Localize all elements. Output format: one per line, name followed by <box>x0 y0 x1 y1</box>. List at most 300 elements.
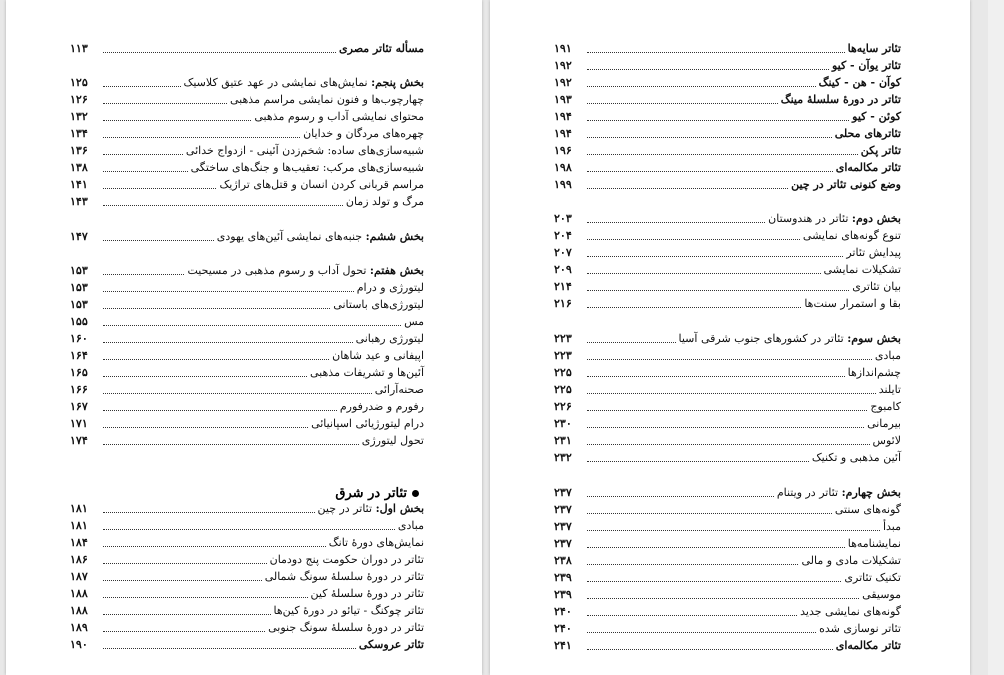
toc-page-number: ۱۶۵ <box>70 366 88 379</box>
toc-entry <box>554 227 901 243</box>
dot-leader <box>587 69 829 70</box>
toc-entry-title <box>879 383 901 397</box>
toc-entry-text: رفورم و ضدرفورم <box>339 400 424 413</box>
toc-entry-title <box>870 400 901 414</box>
dot-leader <box>103 188 216 189</box>
toc-entry-title <box>883 520 901 534</box>
dot-leader <box>587 444 870 445</box>
dot-leader <box>587 496 774 497</box>
toc-entry-text: تئاتر در دورهٔ سلسلهٔ سونگ شمالی <box>264 570 424 583</box>
toc-page-number: ۲۲۶ <box>554 400 572 413</box>
toc-entry-title <box>819 76 901 90</box>
toc-entry-title <box>184 76 424 90</box>
toc-entry <box>554 484 901 500</box>
dot-leader <box>587 154 858 155</box>
toc-page-number: ۲۰۴ <box>554 229 572 242</box>
dot-leader <box>587 52 845 53</box>
toc-entry-text: شبیه‌سازی‌های مرکب: تعقیب‌ها و جنگ‌های ساختگی <box>190 161 424 174</box>
dot-leader <box>587 120 849 121</box>
dot-leader <box>587 137 832 138</box>
toc-entry-text: تئاتر سایه‌ها <box>847 42 901 55</box>
toc-page-number: ۱۵۳ <box>70 298 88 311</box>
dot-leader <box>587 171 833 172</box>
toc-entry-text: چهارچوب‌ها و فنون نمایشی مراسم مذهبی <box>230 93 424 106</box>
toc-entry-text: مرگ و تولد زمان <box>345 195 424 208</box>
toc-entry-title <box>310 366 424 380</box>
dot-leader <box>587 290 849 291</box>
toc-page-number: ۱۸۸ <box>70 604 88 617</box>
toc-entry <box>70 279 424 295</box>
toc-page-number: ۱۹۲ <box>554 76 572 89</box>
dot-leader <box>103 580 262 581</box>
toc-page-number: ۱۸۶ <box>70 553 88 566</box>
dot-leader <box>103 444 359 445</box>
toc-entry-title <box>191 161 424 175</box>
toc-entry <box>554 142 901 158</box>
toc-page-number: ۲۲۳ <box>554 349 572 362</box>
toc-entry-text: تئاتر مکالمه‌ای <box>835 161 901 174</box>
toc-section-label: بخش سوم: <box>847 332 901 345</box>
toc-page-number: ۱۳۲ <box>70 110 88 123</box>
toc-page-number: ۱۹۸ <box>554 161 572 174</box>
toc-section-label: بخش پنجم: <box>371 76 424 89</box>
toc-entry-title <box>862 588 901 602</box>
toc-page-number: ۱۹۱ <box>554 42 572 55</box>
toc-entry <box>70 398 424 414</box>
toc-page-number: ۱۷۱ <box>70 417 88 430</box>
toc-page-number: ۲۳۹ <box>554 588 572 601</box>
dot-leader <box>103 86 181 87</box>
toc-entry-text: صحنه‌آرائی <box>374 383 424 396</box>
toc-entry <box>70 193 424 209</box>
dot-leader <box>587 239 800 240</box>
toc-entry <box>554 569 901 585</box>
toc-page-number: ۲۴۰ <box>554 605 572 618</box>
toc-entry-title <box>875 349 901 363</box>
toc-entry-text: لیتورژی و درام <box>356 281 424 294</box>
toc-page-number: ۱۳۴ <box>70 127 88 140</box>
toc-entry-title <box>357 281 424 295</box>
toc-entry <box>554 637 901 653</box>
toc-entry-title <box>265 570 424 584</box>
toc-page-number: ۲۴۰ <box>554 622 572 635</box>
toc-page-number: ۱۴۱ <box>70 178 88 191</box>
toc-entry-text: مراسم قربانی کردن انسان و قتل‌های تراژیک <box>219 178 424 191</box>
toc-page-number: ۱۴۷ <box>70 230 88 243</box>
toc-entry <box>70 142 424 158</box>
toc-entry-title <box>346 195 424 209</box>
toc-page-number: ۲۰۷ <box>554 246 572 259</box>
toc-entry-text: جنبه‌های نمایشی آئین‌های یهودی <box>216 230 366 243</box>
toc-entry-text: مبادی <box>874 349 901 362</box>
toc-entry-title <box>254 110 424 124</box>
toc-page-number: ۱۸۹ <box>70 621 88 634</box>
toc-page-number: ۲۳۹ <box>554 571 572 584</box>
toc-entry <box>554 330 901 346</box>
toc-entry-text: تئاتر در دورهٔ سلسلهٔ کین <box>310 587 424 600</box>
toc-entry-title <box>844 571 901 585</box>
section-heading-east <box>335 486 419 501</box>
toc-page-number: ۲۳۰ <box>554 417 572 430</box>
dot-leader <box>103 393 372 394</box>
toc-entry <box>554 518 901 534</box>
toc-section-label: بخش اول: <box>375 502 424 515</box>
toc-entry <box>70 381 424 397</box>
toc-entry-title <box>311 587 425 601</box>
toc-entry-text: بیان تئاتری <box>852 280 901 293</box>
toc-entry-title <box>362 434 424 448</box>
dot-leader <box>587 632 816 633</box>
toc-entry <box>554 501 901 517</box>
dot-leader <box>587 427 864 428</box>
dot-leader <box>587 598 859 599</box>
toc-entry-title <box>835 127 901 141</box>
toc-entry-title <box>186 144 424 158</box>
toc-entry-title <box>679 332 901 346</box>
toc-entry-title <box>398 519 424 533</box>
toc-entry-title <box>311 417 424 431</box>
toc-entry <box>554 586 901 602</box>
toc-page-number: ۱۹۹ <box>554 178 572 191</box>
toc-page-number: ۱۸۱ <box>70 502 88 515</box>
dot-leader <box>587 256 843 257</box>
toc-entry <box>70 74 424 90</box>
toc-page-number: ۱۹۴ <box>554 127 572 140</box>
dot-leader <box>587 461 809 462</box>
toc-entry-title <box>812 451 901 465</box>
dot-leader <box>103 52 336 53</box>
toc-entry <box>70 125 424 141</box>
toc-entry-title <box>867 417 901 431</box>
toc-entry-text: لائوس <box>872 434 901 447</box>
dot-leader <box>103 342 353 343</box>
toc-section-label: بخش هفتم: <box>369 264 424 277</box>
toc-entry-title <box>836 161 901 175</box>
toc-page-number: ۲۱۴ <box>554 280 572 293</box>
toc-entry-title <box>359 638 424 652</box>
toc-entry <box>70 585 424 601</box>
toc-page-number: ۱۳۸ <box>70 161 88 174</box>
toc-page-number: ۱۷۴ <box>70 434 88 447</box>
toc-entry-text: تئاتر پکن <box>860 144 901 157</box>
bullet-icon <box>412 490 419 497</box>
toc-entry-title <box>852 110 901 124</box>
toc-entry <box>554 244 901 260</box>
dot-leader <box>587 410 867 411</box>
dot-leader <box>103 291 354 292</box>
dot-leader <box>587 615 797 616</box>
toc-page-number: ۲۴۱ <box>554 639 572 652</box>
toc-entry <box>554 620 901 636</box>
toc-page-number: ۱۹۲ <box>554 59 572 72</box>
toc-entry <box>70 313 424 329</box>
toc-section-label: بخش چهارم: <box>841 486 901 499</box>
toc-page-number: ۲۳۲ <box>554 451 572 464</box>
toc-entry-title <box>781 93 901 107</box>
dot-leader <box>103 274 184 275</box>
toc-entry-title <box>303 127 424 141</box>
dot-leader <box>103 120 251 121</box>
toc-entry-title <box>804 297 901 311</box>
toc-page-number: ۲۳۷ <box>554 520 572 533</box>
toc-entry-text: چشم‌اندازها <box>847 366 901 379</box>
toc-page-number: ۱۶۷ <box>70 400 88 413</box>
dot-leader <box>103 325 401 326</box>
toc-entry <box>554 603 901 619</box>
toc-page-number: ۱۴۳ <box>70 195 88 208</box>
toc-page-number: ۱۸۴ <box>70 536 88 549</box>
dot-leader <box>587 513 832 514</box>
toc-entry-text: موسیقی <box>862 588 901 601</box>
toc-entry <box>70 176 424 192</box>
toc-entry <box>70 500 424 516</box>
toc-entry <box>70 330 424 346</box>
toc-entry <box>554 108 901 124</box>
dot-leader <box>587 359 872 360</box>
toc-entry-text: تئاتر چوکنگ - تیائو در دورهٔ کین‌ها <box>273 604 424 617</box>
toc-page-number: ۲۳۱ <box>554 434 572 447</box>
toc-entry-text: تکنیک تئاتری <box>844 571 901 584</box>
toc-page-number: ۱۸۷ <box>70 570 88 583</box>
toc-page-number: ۲۲۵ <box>554 366 572 379</box>
toc-entry <box>554 364 901 380</box>
toc-page-number: ۲۳۷ <box>554 503 572 516</box>
toc-entry-text: وضع کنونی تئاتر در چین <box>791 178 901 191</box>
toc-entry-title <box>356 332 424 346</box>
toc-entry-text: تئاترهای محلی <box>834 127 901 140</box>
toc-entry-text: کامبوج <box>870 400 901 413</box>
toc-entry-text: پیدایش تئاتر <box>846 246 901 259</box>
toc-page-number: ۲۳۷ <box>554 537 572 550</box>
toc-entry-title <box>340 400 424 414</box>
dot-leader <box>103 137 300 138</box>
toc-section-label: بخش ششم: <box>365 230 424 243</box>
dot-leader <box>103 563 267 564</box>
toc-entry <box>70 551 424 567</box>
toc-page-number: ۲۲۳ <box>554 332 572 345</box>
toc-entry <box>70 568 424 584</box>
dot-leader <box>103 410 337 411</box>
toc-entry <box>554 210 901 226</box>
dot-leader <box>587 564 798 565</box>
toc-entry-title <box>219 178 424 192</box>
toc-entry-text: لیتورژی‌های باستانی <box>333 298 424 311</box>
toc-entry-title <box>861 144 901 158</box>
toc-entry-text: مس <box>404 315 424 328</box>
toc-entry-title <box>832 59 901 73</box>
dot-leader <box>103 529 395 530</box>
toc-entry-title <box>332 349 424 363</box>
toc-entry-text: اپیفانی و عید شاهان <box>332 349 424 362</box>
toc-entry <box>554 552 901 568</box>
toc-entry-text: نمایش‌های نمایشی در عهد عتیق کلاسیک <box>183 76 372 89</box>
toc-entry <box>554 295 901 311</box>
toc-entry-title <box>848 42 901 56</box>
toc-entry-title <box>835 503 901 517</box>
toc-entry-title <box>848 366 901 380</box>
toc-entry <box>554 398 901 414</box>
toc-page-number: ۱۹۳ <box>554 93 572 106</box>
toc-entry-text: درام لیتورژیائی اسپانیائی <box>311 417 424 430</box>
dot-leader <box>587 547 845 548</box>
toc-entry <box>70 159 424 175</box>
toc-page-number: ۲۳۸ <box>554 554 572 567</box>
toc-entry-text: شبیه‌سازی‌های ساده: شخم‌زدن آئینی - ازدواج خدائی <box>185 144 424 157</box>
toc-entry-text: تئاتر یوآن - کیو <box>831 59 901 72</box>
toc-entry-text: تحول آداب و رسوم مذهبی در مسیحیت <box>187 264 370 277</box>
toc-entry-title <box>873 434 901 448</box>
toc-entry <box>554 57 901 73</box>
dot-leader <box>587 393 876 394</box>
toc-entry-text: تئاتر در دوران حکومت پنج دودمان <box>269 553 424 566</box>
dot-leader <box>103 359 329 360</box>
dot-leader <box>587 307 801 308</box>
toc-page-number: ۱۱۳ <box>70 42 88 55</box>
dot-leader <box>587 530 880 531</box>
toc-entry <box>554 432 901 448</box>
toc-entry-title <box>217 230 424 244</box>
toc-entry <box>70 262 424 278</box>
toc-section-label: بخش دوم: <box>851 212 901 225</box>
dot-leader <box>103 308 330 309</box>
toc-entry-text: گونه‌های نمایشی جدید <box>800 605 901 618</box>
toc-entry-text: تئاتر عروسکی <box>358 638 424 651</box>
dot-leader <box>103 631 265 632</box>
toc-entry <box>70 364 424 380</box>
dot-leader <box>587 376 845 377</box>
toc-entry-text: تئاتر مکالمه‌ای <box>835 639 901 652</box>
toc-entry <box>70 534 424 550</box>
toc-page-number: ۱۵۳ <box>70 264 88 277</box>
dot-leader <box>103 512 315 513</box>
toc-entry-title <box>274 604 425 618</box>
dot-leader <box>103 427 308 428</box>
toc-page-number: ۱۹۶ <box>554 144 572 157</box>
dot-leader <box>587 581 841 582</box>
dot-leader <box>587 342 676 343</box>
toc-entry-title <box>404 315 424 329</box>
toc-entry-text: تئاتر نوسازی شده <box>819 622 901 635</box>
toc-entry-text: مسأله تئاتر مصری <box>339 42 424 55</box>
toc-entry-text: تایلند <box>878 383 901 396</box>
toc-entry-title <box>333 298 424 312</box>
toc-entry-text: بقا و استمرار سنت‌ها <box>804 297 901 310</box>
toc-page-number: ۱۳۶ <box>70 144 88 157</box>
toc-page-number: ۲۲۵ <box>554 383 572 396</box>
toc-page-number: ۱۹۰ <box>70 638 88 651</box>
dot-leader <box>103 546 326 547</box>
toc-page-number: ۱۶۴ <box>70 349 88 362</box>
toc-entry-title <box>852 280 901 294</box>
dot-leader <box>103 376 307 377</box>
toc-entry <box>70 432 424 448</box>
dot-leader <box>587 188 788 189</box>
toc-entry-text: چهره‌های مردگان و خدایان <box>303 127 424 140</box>
toc-entry-text: آئین‌ها و تشریفات مذهبی <box>310 366 424 379</box>
toc-entry <box>70 296 424 312</box>
toc-page-number: ۱۶۰ <box>70 332 88 345</box>
dot-leader <box>103 205 343 206</box>
dot-leader <box>103 103 227 104</box>
toc-entry-title <box>268 621 424 635</box>
dot-leader <box>587 273 821 274</box>
toc-entry <box>70 517 424 533</box>
toc-entry-text: گونه‌های سنتی <box>834 503 901 516</box>
toc-entry-text: تئاتر در کشورهای جنوب شرقی آسیا <box>678 332 848 345</box>
toc-entry <box>554 449 901 465</box>
toc-entry-text: کوئن - کیو <box>852 110 901 123</box>
left-page <box>6 0 482 675</box>
toc-entry <box>554 347 901 363</box>
dot-leader <box>587 103 778 104</box>
toc-entry <box>70 40 424 56</box>
toc-entry <box>554 261 901 277</box>
toc-entry-text: تئاتر در دورهٔ سلسلهٔ سونگ جنوبی <box>268 621 424 634</box>
toc-page-number: ۲۰۳ <box>554 212 572 225</box>
dot-leader <box>103 154 183 155</box>
east-heading-text: تئاتر در شرق <box>335 486 407 501</box>
toc-entry-title <box>768 212 901 226</box>
toc-page-number: ۲۰۹ <box>554 263 572 276</box>
toc-entry <box>554 381 901 397</box>
toc-page-number: ۱۲۵ <box>70 76 88 89</box>
dot-leader <box>103 597 308 598</box>
toc-entry <box>554 125 901 141</box>
toc-entry-text: کوآن - هن - کینگ <box>818 76 901 89</box>
toc-entry <box>70 108 424 124</box>
toc-entry-text: لیتورژی رهبانی <box>355 332 424 345</box>
toc-entry-title <box>819 622 901 636</box>
toc-entry-title <box>824 263 902 277</box>
toc-entry-text: تئاتر در ویتنام <box>776 486 842 499</box>
toc-entry-title <box>339 42 424 56</box>
toc-entry-text: تنوع گونه‌های نمایشی <box>802 229 901 242</box>
toc-entry <box>554 278 901 294</box>
toc-entry-title <box>846 246 901 260</box>
toc-entry <box>554 176 901 192</box>
toc-entry-text: مبدأ <box>882 520 901 533</box>
toc-entry-text: تئاتر در هندوستان <box>768 212 852 225</box>
toc-entry-text: نمایش‌های دورهٔ تانگ <box>328 536 424 549</box>
toc-page-number: ۱۲۶ <box>70 93 88 106</box>
toc-page-number: ۲۱۶ <box>554 297 572 310</box>
toc-entry-title <box>318 502 425 516</box>
toc-entry-title <box>375 383 424 397</box>
toc-entry <box>70 636 424 652</box>
toc-entry <box>554 40 901 56</box>
toc-entry <box>70 347 424 363</box>
toc-entry-title <box>329 536 424 550</box>
toc-entry-text: مبادی <box>397 519 424 532</box>
toc-entry <box>554 74 901 90</box>
toc-page-number: ۲۳۷ <box>554 486 572 499</box>
toc-entry-title <box>230 93 424 107</box>
toc-entry <box>70 619 424 635</box>
toc-entry-text: تشکیلات نمایشی <box>823 263 901 276</box>
toc-entry <box>70 415 424 431</box>
toc-page-number: ۱۵۳ <box>70 281 88 294</box>
dot-leader <box>587 649 833 650</box>
toc-entry-text: نمایشنامه‌ها <box>847 537 901 550</box>
toc-entry <box>554 535 901 551</box>
toc-entry <box>70 228 424 244</box>
toc-page-number: ۱۹۴ <box>554 110 572 123</box>
toc-page-number: ۱۶۶ <box>70 383 88 396</box>
right-page <box>490 0 970 675</box>
toc-entry <box>554 91 901 107</box>
dot-leader <box>103 171 188 172</box>
vertical-scrollbar[interactable] <box>988 0 1004 675</box>
